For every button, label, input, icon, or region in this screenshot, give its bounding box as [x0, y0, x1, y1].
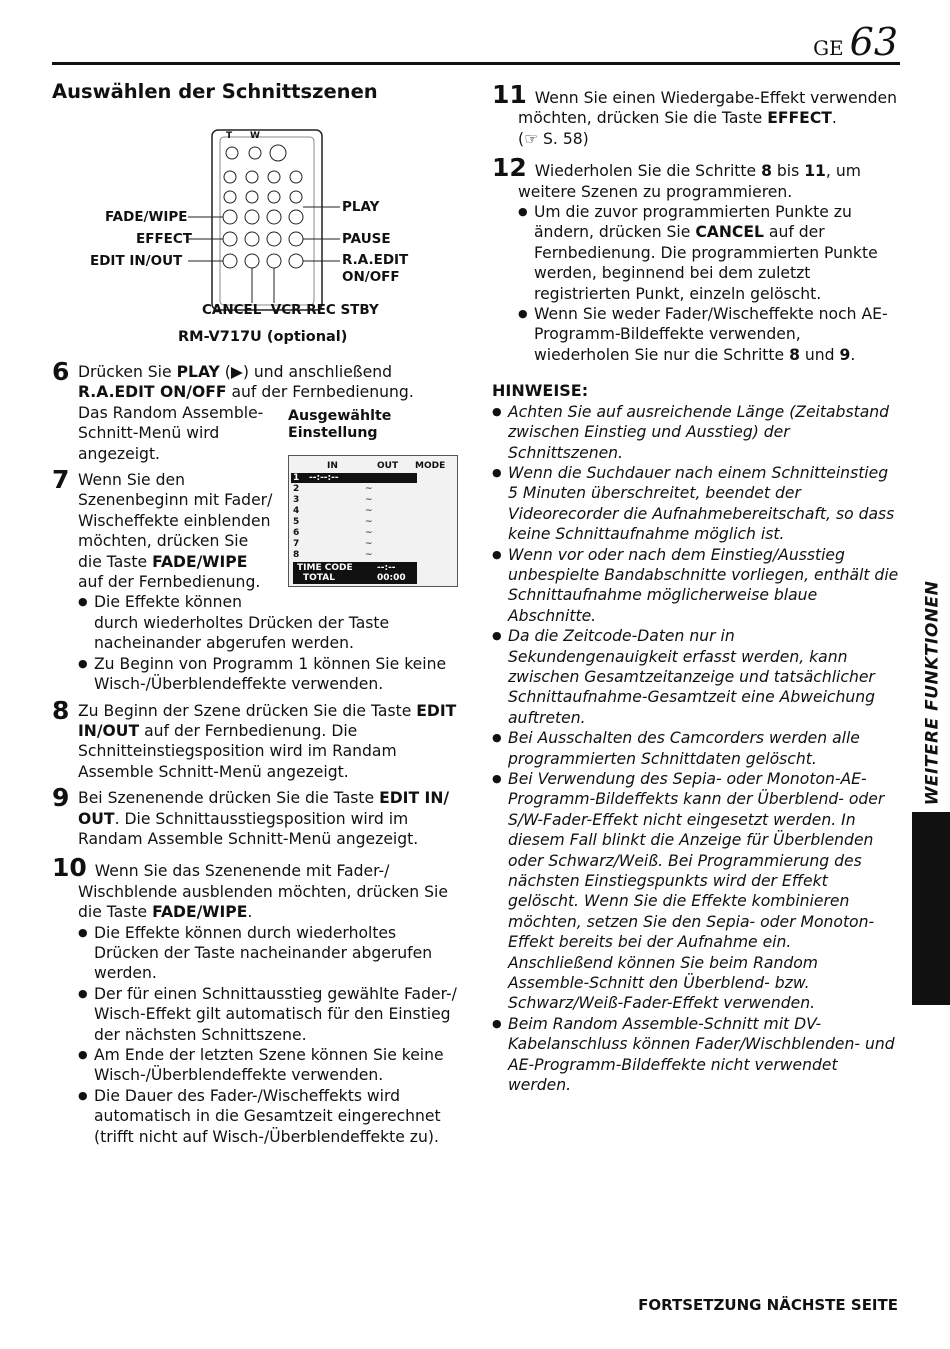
- thumb-tab: [912, 812, 950, 1005]
- left-column: [52, 357, 462, 1147]
- text-bold: 8: [789, 345, 800, 364]
- step-number: 12: [492, 153, 527, 183]
- label-effect: EFFECT: [136, 231, 193, 247]
- text: Wenn Sie einen Wiedergabe-Effekt verwenden möchten, drücken Sie die Taste: [518, 89, 897, 128]
- step-11: [492, 82, 900, 149]
- text: auf der Fernbedienung.: [78, 573, 261, 592]
- text: und: [799, 345, 840, 364]
- list-item: ● Beim Random Assemble-Schnitt mit DV-Kabelanschluss können Fader/Wischblenden- und AE-Programm-Bildeffekte nicht verwendet werden.: [492, 1014, 900, 1096]
- list-item: [518, 304, 900, 365]
- osd-row-out: ~: [365, 506, 373, 516]
- header-rule: [52, 62, 900, 65]
- page-reference: (☞ S. 58): [518, 129, 589, 148]
- label-on-off: ON/OFF: [342, 269, 400, 285]
- text: (▶) und anschließend: [219, 363, 392, 381]
- page-number: [813, 20, 898, 64]
- text: auf der Fernbedienung.: [226, 383, 414, 402]
- footer-continued: FORTSETZUNG NÄCHSTE SEITE: [638, 1296, 898, 1314]
- text-bold: CANCEL: [695, 223, 764, 242]
- label-play: PLAY: [342, 199, 380, 215]
- notes-list: [492, 402, 900, 1096]
- text-bold: 9: [839, 345, 851, 364]
- osd-time-code-value: --:--: [377, 563, 396, 573]
- list-item: ● Bei Verwendung des Sepia- oder Monoton-AE-Programm-Bildeffekts kann der Überblend- oder S/W-Fader-Effekt nicht eingesetzt werden. In diesem Fall blinkt die Anzeige für Überblenden oder Schwarz/Weiß. Bei Programmierung des nächsten Einstiegspunkts wird der Effekt gelöscht. Wenn Sie die Effekte kombinieren möchten, setzen Sie den Sepia- oder Monoton-Effekt bereits bei der Aufnahme ein. Anschließend können Sie beim Random Assemble-Schnitt den Überblend- bzw. Schwarz/Weiß-Fader-Effekt verwenden.: [492, 769, 900, 1014]
- osd-row-number: 8: [293, 550, 300, 560]
- text-bold: EDIT IN/ OUT: [78, 789, 450, 828]
- text: Wenn Sie weder Fader/Wischeffekte noch AE-Programm-Bildeffekte verwenden, wiederholen Sie nur die Schritte: [534, 305, 888, 364]
- step-9: [52, 783, 462, 849]
- text: Schnitt-Menü wird: [78, 424, 220, 443]
- text-bold: PLAY: [176, 363, 220, 381]
- osd-total-value: 00:00: [377, 573, 406, 583]
- remote-label-t: T: [226, 131, 233, 141]
- list-item: ● Die Effekte können durch wiederholtes Drücken der Taste nacheinander abgerufen werden.: [78, 923, 462, 984]
- list-item: ● Zu Beginn von Programm 1 können Sie keine Wisch-/Überblendeffekte verwenden.: [78, 654, 462, 695]
- osd-col-in: IN: [327, 461, 338, 471]
- osd-total: TOTAL: [303, 573, 335, 583]
- osd-row-number: 2: [293, 484, 300, 494]
- osd-row-number: 5: [293, 517, 300, 527]
- osd-row-number: 6: [293, 528, 300, 538]
- text: auf der Fernbedienung. Die Schnitteinstiegsposition wird im Randam Assemble Schnitt-Menü angezeigt.: [78, 721, 397, 781]
- osd-row-out: ~: [365, 495, 373, 505]
- text: Wenn Sie das Szenenende mit Fader-/ Wischblende ausblenden möchten, drücken Sie die Taste: [78, 862, 448, 922]
- step-number: 6: [52, 357, 70, 386]
- text: .: [831, 109, 837, 128]
- step-number: 9: [52, 783, 70, 813]
- label-edit-in-out: EDIT IN/OUT: [90, 253, 183, 269]
- step-10: [52, 855, 462, 922]
- step-number: 11: [492, 80, 527, 109]
- list-item: ● Bei Ausschalten des Camcorders werden alle programmierten Schnittdaten gelöscht.: [492, 728, 900, 769]
- label-cancel-vcr-rec-stby: CANCEL VCR REC STBY: [202, 302, 379, 318]
- osd-row-number: 4: [293, 506, 300, 516]
- text: Wenn Sie den: [78, 471, 185, 490]
- text: möchten, drücken Sie: [78, 532, 249, 551]
- text: Zu Beginn der Szene drücken Sie die Taste: [78, 701, 417, 720]
- remote-label-w: W: [250, 131, 260, 141]
- text: . Die Schnittausstiegsposition wird im Randam Assemble Schnitt-Menü angezeigt.: [78, 809, 419, 848]
- list-item: ● Der für einen Schnittausstieg gewählte Fader-/ Wisch-Effekt gilt automatisch für den Einstieg der nächsten Schnittszene.: [78, 984, 462, 1045]
- text-bold: R.A.EDIT ON/OFF: [78, 383, 227, 402]
- text-bold: 8: [761, 162, 772, 181]
- list-item: ● Da die Zeitcode-Daten nur in Sekundengenauigkeit erfasst werden, kann zwischen Gesamtzeitanzeige und tatsächlicher Schnittaufnahme-Gesamtzeit eine Abweichung auftreten.: [492, 626, 900, 728]
- page-number-value: 63: [849, 20, 898, 64]
- osd-row-out: ~: [365, 484, 373, 494]
- right-column: [492, 82, 900, 1096]
- text: .: [850, 345, 856, 364]
- text: Drücken Sie: [78, 363, 177, 381]
- side-section-label: [917, 580, 947, 805]
- list-item: ● Wenn die Suchdauer nach einem Schnitteinstieg 5 Minuten überschreitet, beendet der Videorecorder die Aufnahmebereitschaft, so dass keine Schnittaufnahme möglich ist.: [492, 463, 900, 545]
- osd-row-out: ~: [365, 539, 373, 549]
- osd-col-mode: MODE: [415, 461, 446, 471]
- remote-model: RM-V717U (optional): [178, 329, 348, 345]
- text-bold: EDIT IN/OUT: [78, 701, 457, 740]
- step-12: [492, 155, 900, 202]
- osd-col-out: OUT: [377, 461, 399, 471]
- label-fade-wipe: FADE/WIPE: [105, 209, 188, 225]
- list-item: ● Achten Sie auf ausreichende Länge (Zeitabstand zwischen Einstieg und Ausstieg) der Schnittszenen.: [492, 402, 900, 463]
- text: bis: [771, 162, 805, 181]
- step-number: 8: [52, 695, 70, 725]
- text: Die Effekte können: [94, 593, 243, 612]
- text-bold: EFFECT: [767, 109, 832, 128]
- step-8: [52, 695, 462, 783]
- text: durch wiederholtes Drücken der Taste nacheinander abgerufen werden.: [94, 613, 390, 653]
- step-number: 7: [52, 465, 70, 495]
- osd-row-out: ~: [365, 517, 373, 527]
- text: Um die zuvor programmierten Punkte zu ändern, drücken Sie: [534, 203, 852, 242]
- label-ra-edit: R.A.EDIT: [342, 252, 409, 268]
- step-10-bullets: [52, 923, 462, 1147]
- osd-caption-line-1: Ausgewählte: [288, 408, 392, 424]
- list-item: ● Die Dauer des Fader-/Wischeffekts wird automatisch in die Gesamtzeit eingerechnet (trifft nicht auf Wisch-/Überblendeffekte zu).: [78, 1086, 462, 1147]
- remote-illustration: [180, 125, 440, 325]
- text: auf der Fernbedienung. Die programmierten Punkte werden, beginnend bei dem zuletzt registrierten Punkt, einzeln gelöscht.: [534, 223, 878, 303]
- list-item: ● Am Ende der letzten Szene können Sie keine Wisch-/Überblendeffekte verwenden.: [78, 1045, 462, 1086]
- text: Das Random Assemble-: [78, 403, 264, 422]
- notes-heading: HINWEISE:: [492, 381, 589, 401]
- text: , um weitere Szenen zu programmieren.: [518, 162, 861, 201]
- osd-row-number: 1: [293, 473, 300, 483]
- osd-row-out: ~: [365, 550, 373, 560]
- text: Wiederholen Sie die Schritte: [534, 162, 762, 181]
- osd-row-number: 7: [293, 539, 300, 549]
- osd-row1-in: --:--:--: [309, 473, 339, 483]
- step-12-bullets: [492, 202, 900, 365]
- text-bold: FADE/WIPE: [152, 552, 248, 571]
- osd-row-out: ~: [365, 528, 373, 538]
- text: die Taste: [78, 552, 153, 571]
- text: Wischeffekte einblenden: [78, 511, 271, 530]
- side-section-text: WEITERE FUNKTIONEN: [922, 580, 942, 805]
- list-item: ● Wenn vor oder nach dem Einstieg/Ausstieg unbespielte Bandabschnitte vorliegen, enthält die Schnittaufnahme möglicherweise blaue Abschnitte.: [492, 545, 900, 627]
- text: .: [247, 903, 253, 922]
- label-pause: PAUSE: [342, 231, 391, 247]
- text: angezeigt.: [78, 444, 161, 463]
- text-bold: 11: [804, 162, 826, 181]
- text: Bei Szenenende drücken Sie die Taste: [78, 789, 380, 808]
- osd-time-code: TIME CODE: [297, 563, 353, 573]
- list-item: [518, 202, 900, 304]
- osd-caption-line-2: Einstellung: [288, 425, 378, 441]
- step-number: 10: [52, 853, 87, 883]
- text: Szenenbeginn mit Fader/: [78, 491, 273, 510]
- text-bold: FADE/WIPE: [152, 903, 248, 922]
- step-6: [52, 357, 462, 464]
- list-item: [78, 592, 462, 653]
- section-title: Auswählen der Schnittszenen: [52, 80, 378, 103]
- osd-row-number: 3: [293, 495, 300, 505]
- language-code: GE: [813, 36, 844, 60]
